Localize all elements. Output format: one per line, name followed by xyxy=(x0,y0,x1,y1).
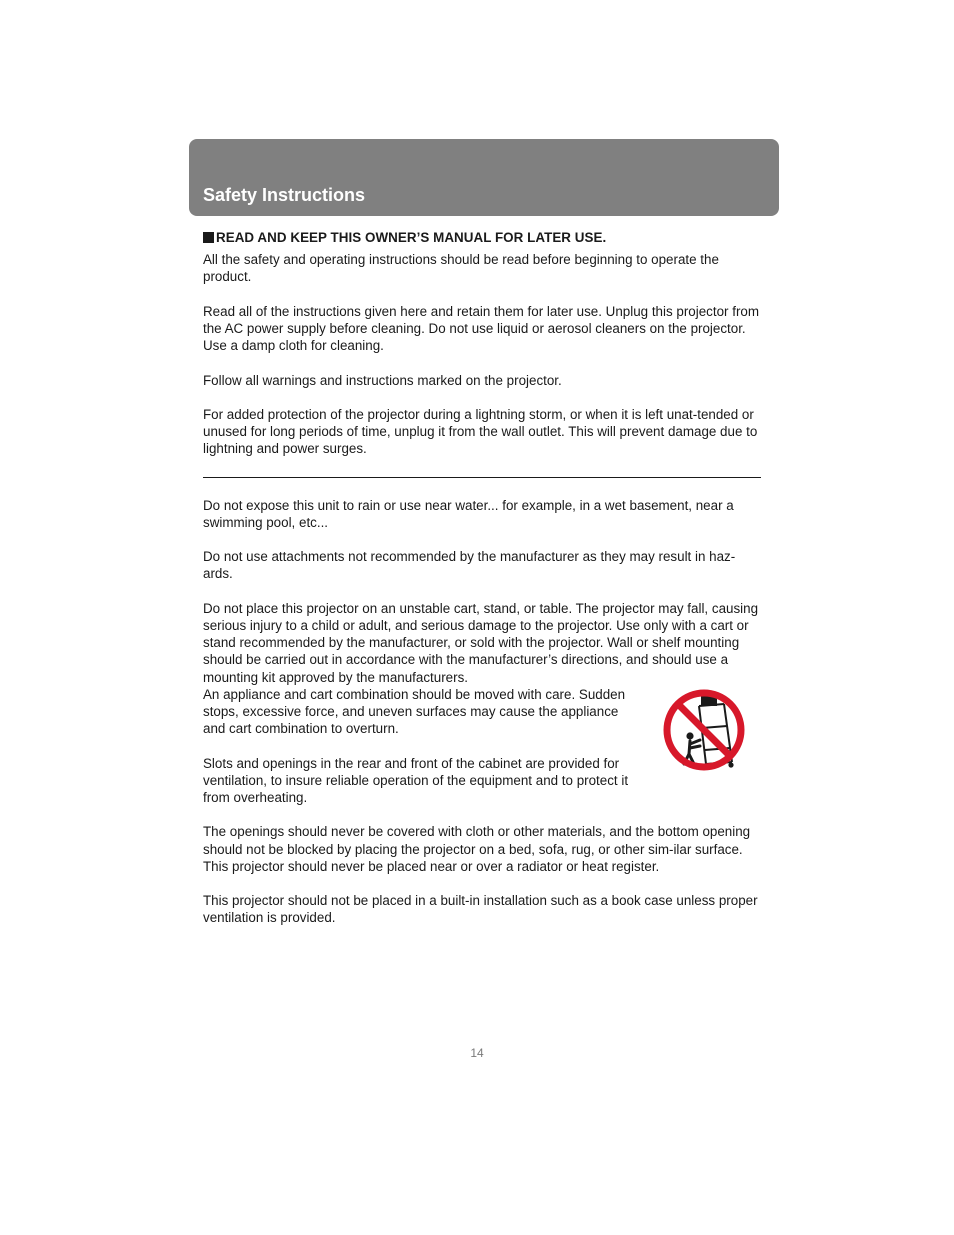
attachments-warning-paragraph: Do not use attachments not recommended by the manufacturer as they may result in haz-ards. xyxy=(203,549,736,582)
water-warning-paragraph: Do not expose this unit to rain or use near water... for example, in a wet basement, near a swimming pool, etc... xyxy=(203,497,734,530)
page-content xyxy=(203,229,761,927)
intro-paragraph: Read all of the instructions given here and retain them for later use. Unplug this projector from the AC power supply before cleaning. Do not use liquid or aerosol cleaners on the projector. Use a damp cloth for cleaning. xyxy=(203,303,759,354)
page-number: 14 xyxy=(470,1046,484,1060)
openings-paragraph: The openings should never be covered with cloth or other materials, and the bottom opening should not be blocked by placing the projector on a bed, sofa, rug, or other sim-ilar surface. This projector should never be placed near or over a radiator or heat register. xyxy=(203,824,751,874)
section-header-bar xyxy=(189,139,779,216)
manual-heading-text: READ AND KEEP THIS OWNER’S MANUAL FOR LATER USE. xyxy=(216,230,607,245)
no-cart-tipping-icon xyxy=(662,688,746,772)
section-divider xyxy=(203,477,761,478)
builtin-installation-paragraph: This projector should not be placed in a built-in installation such as a book case unless proper ventilation is provided. xyxy=(203,893,758,926)
intro-paragraph: Follow all warnings and instructions marked on the projector. xyxy=(203,372,562,388)
manual-heading xyxy=(203,229,761,246)
ventilation-slots-paragraph: Slots and openings in the rear and front of the cabinet are provided for ventilation, to insure reliable operation of the equipment and to protect it from overheating. xyxy=(203,755,629,805)
cart-care-paragraph: An appliance and cart combination should be moved with care. Sudden stops, excessive force, and uneven surfaces may cause the appliance and cart combination to overturn. xyxy=(203,686,626,737)
intro-paragraph: All the safety and operating instructions should be read before beginning to operate the product. xyxy=(203,252,719,285)
cart-warning-paragraph: Do not place this projector on an unstable cart, stand, or table. The projector may fall, causing serious injury to a child or adult, and serious damage to the projector. Use only with a cart or stand recommended by the manufacturer, or sold with the projector. Wall or shelf mounting should be carried out in accordance with the manufacturer’s directions, and should use a mounting kit approved by the manufacturers. xyxy=(203,600,759,685)
section-title: Safety Instructions xyxy=(203,185,366,205)
intro-paragraph: For added protection of the projector during a lightning storm, or when it is left unat-tended or unused for long periods of time, unplug it from the wall outlet. This will prevent damage due to lightning and power surges. xyxy=(203,406,758,457)
square-bullet-icon xyxy=(203,232,214,243)
